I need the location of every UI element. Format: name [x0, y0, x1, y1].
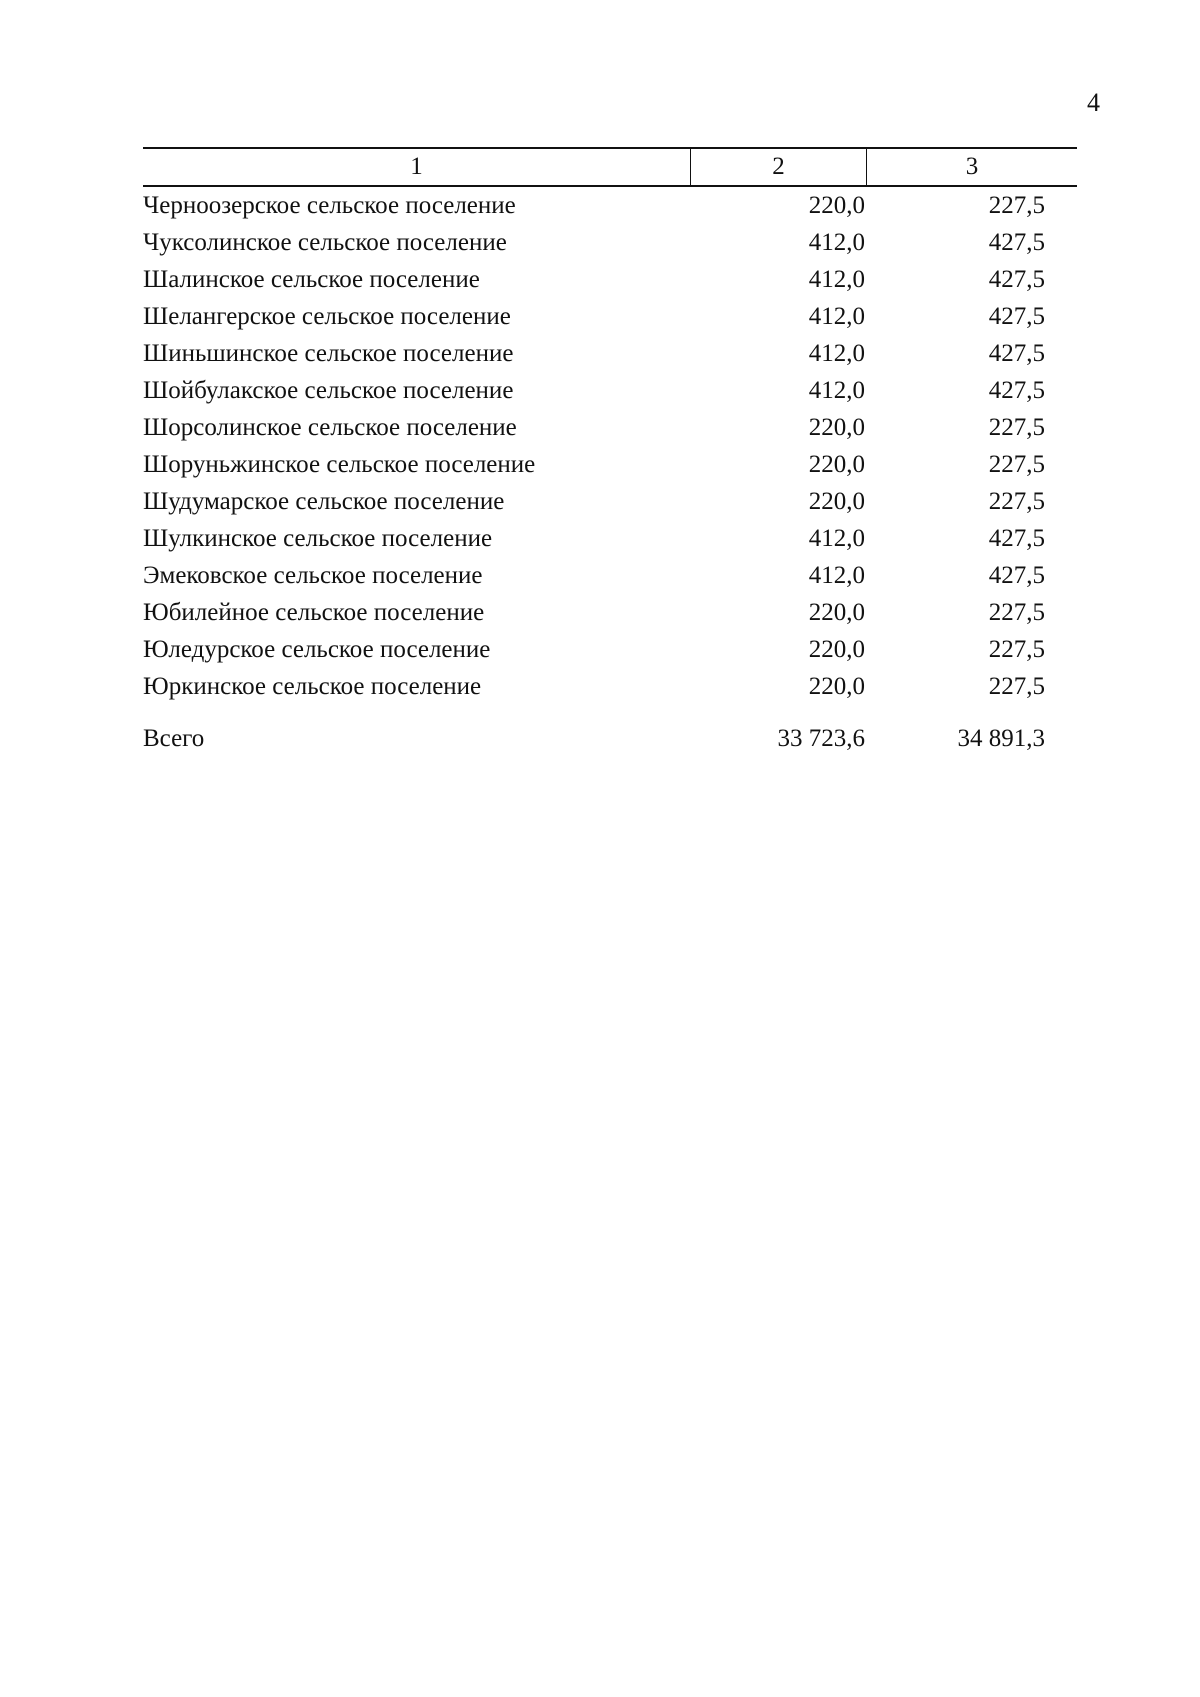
- value-col-3: 427,5: [988, 340, 1045, 367]
- value-col-3: 227,5: [988, 599, 1045, 626]
- value-col-2: 220,0: [808, 673, 865, 700]
- value-col-3: 427,5: [988, 229, 1045, 256]
- table-row: [143, 446, 1077, 483]
- settlement-name: Шоруньжинское сельское поселение: [143, 451, 536, 478]
- table-header: [143, 147, 1077, 187]
- total-col-2: 33 723,6: [777, 725, 865, 752]
- value-col-2: 220,0: [808, 599, 865, 626]
- value-col-3: 227,5: [988, 414, 1045, 441]
- header-col-2: 2: [691, 149, 867, 185]
- value-col-2: 412,0: [808, 562, 865, 589]
- table-row: [143, 594, 1077, 631]
- value-col-2: 412,0: [808, 525, 865, 552]
- page-number: 4: [1087, 88, 1100, 117]
- value-col-3: 227,5: [988, 673, 1045, 700]
- table-row: [143, 261, 1077, 298]
- value-col-3: 427,5: [988, 562, 1045, 589]
- total-col-3: 34 891,3: [957, 725, 1045, 752]
- header-col-1: 1: [143, 149, 691, 185]
- settlement-name: Шудумарское сельское поселение: [143, 488, 505, 515]
- value-col-2: 220,0: [808, 636, 865, 663]
- settlement-name: Юледурское сельское поселение: [143, 636, 491, 663]
- table-row: [143, 335, 1077, 372]
- value-col-3: 227,5: [988, 488, 1045, 515]
- settlement-name: Шиньшинское сельское поселение: [143, 340, 514, 367]
- value-col-2: 412,0: [808, 266, 865, 293]
- table-row: [143, 520, 1077, 557]
- value-col-2: 412,0: [808, 303, 865, 330]
- settlement-name: Юбилейное сельское поселение: [143, 599, 485, 626]
- value-col-2: 220,0: [808, 414, 865, 441]
- value-col-2: 412,0: [808, 340, 865, 367]
- table-row: [143, 409, 1077, 446]
- value-col-2: 412,0: [808, 229, 865, 256]
- value-col-2: 220,0: [808, 451, 865, 478]
- table-row: [143, 224, 1077, 261]
- settlement-name: Шалинское сельское поселение: [143, 266, 480, 293]
- table-row: [143, 557, 1077, 594]
- settlement-name: Шойбулакское сельское поселение: [143, 377, 514, 404]
- settlement-name: Юркинское сельское поселение: [143, 673, 482, 700]
- value-col-3: 427,5: [988, 377, 1045, 404]
- settlement-name: Шулкинское сельское поселение: [143, 525, 493, 552]
- value-col-2: 412,0: [808, 377, 865, 404]
- total-row: [143, 720, 1077, 757]
- settlement-name: Черноозерское сельское поселение: [143, 192, 516, 219]
- value-col-3: 227,5: [988, 451, 1045, 478]
- value-col-3: 427,5: [988, 525, 1045, 552]
- table-row: [143, 372, 1077, 409]
- value-col-3: 427,5: [988, 266, 1045, 293]
- settlement-name: Чуксолинское сельское поселение: [143, 229, 507, 256]
- table-row: [143, 298, 1077, 335]
- header-col-3: 3: [965, 153, 979, 180]
- settlement-name: Эмековское сельское поселение: [143, 562, 483, 589]
- value-col-2: 220,0: [808, 192, 865, 219]
- value-col-3: 427,5: [988, 303, 1045, 330]
- value-col-2: 220,0: [808, 488, 865, 515]
- settlement-name: Шорсолинское сельское поселение: [143, 414, 517, 441]
- table-row: [143, 631, 1077, 668]
- value-col-3: 227,5: [988, 636, 1045, 663]
- table-row: [143, 187, 1077, 224]
- value-col-3: 227,5: [988, 192, 1045, 219]
- table-row: [143, 668, 1077, 705]
- data-table: [143, 147, 1077, 757]
- table-row: [143, 483, 1077, 520]
- settlement-name: Шелангерское сельское поселение: [143, 303, 511, 330]
- total-label: Всего: [143, 725, 205, 752]
